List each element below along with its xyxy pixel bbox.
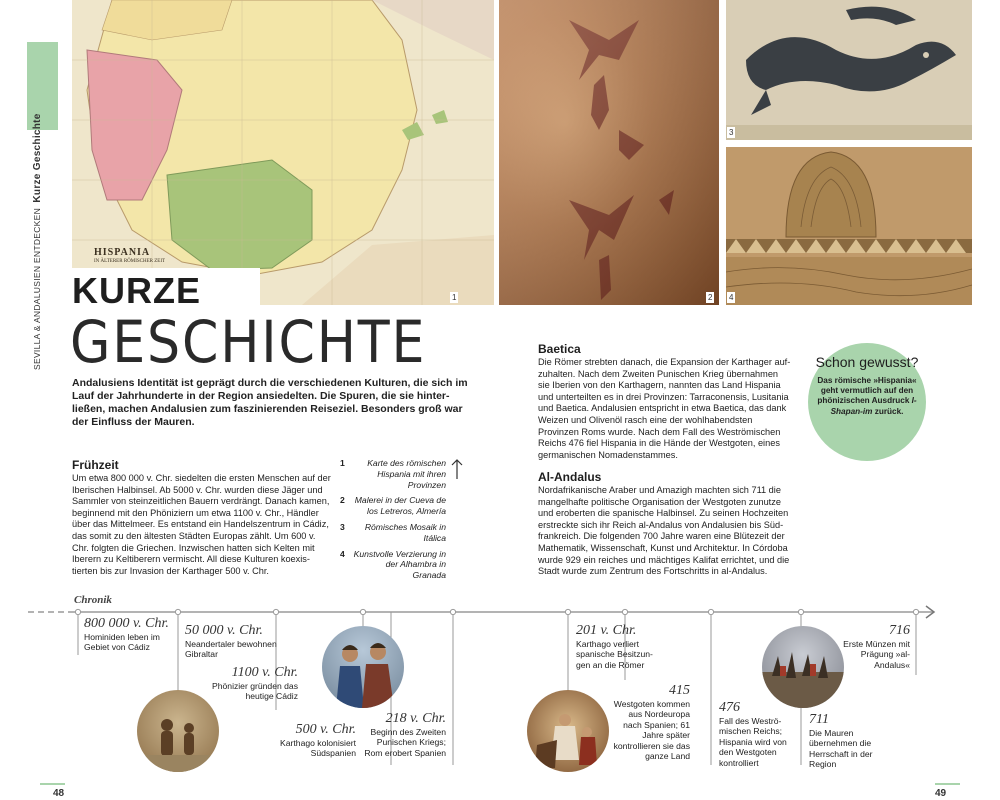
timeline-event <box>809 712 879 770</box>
event-year: 1100 v. Chr. <box>231 665 298 680</box>
timeline-label: Chronik <box>74 594 112 606</box>
caption-item: 1 Karte des römischen Hispania mit ihren Provinzen <box>340 458 446 490</box>
section-baetica <box>538 342 792 461</box>
caption-item: 2 Malerei in der Cueva de los Letreros, Almería <box>340 495 446 517</box>
event-year: 476 <box>719 700 740 715</box>
title-line-1: KURZE <box>72 270 201 311</box>
event-year: 711 <box>809 712 829 727</box>
section-text: Nordafrikanische Araber und Amazigh machten sich 711 die mangelhafte politische Organisation der Westgoten zunutze und eroberten die spanische Halbinsel. Zu seinen Hochzeiten erstreckte sich ihr Reich al-Andalus von Andalusien bis Südfrankreich. Die folgenden 700 Jahre waren eine Blütezeit der Mathematik, Wissenschaft, Kunst und Architektur. In Córdoba wurde 929 ein reiches und mächtiges Kalifat errichtet, und die Stadt wurde zum Zentrum des Fortschritts in al-Andalus. <box>538 485 790 577</box>
cave-painting-image <box>499 0 719 305</box>
page-marker <box>40 783 65 785</box>
event-text: Die Mauren übernehmen die Herrschaft in der Region <box>809 728 873 770</box>
visigoths-painting-image <box>527 690 609 772</box>
event-year: 218 v. Chr. <box>385 711 446 726</box>
image-captions <box>340 458 446 586</box>
section-al-andalus <box>538 470 792 578</box>
event-text: Fall des Weströmischen Reichs; Hispania wird von den Westgoten kontrolliert <box>719 716 787 768</box>
image-number: 4 <box>729 293 734 302</box>
alhambra-image <box>726 147 972 305</box>
section-fruehzeit <box>72 458 332 577</box>
map-subtitle: IN ÄLTERER RÖMISCHER ZEIT <box>94 259 166 264</box>
chapter-name: Kurze Geschichte <box>32 113 43 203</box>
timeline-event <box>576 623 656 670</box>
event-text: Karthago verliert spanische Besitzungen an die Römer <box>576 639 653 670</box>
timeline-event <box>362 711 446 758</box>
event-year: 50 000 v. Chr. <box>185 623 263 638</box>
event-year: 500 v. Chr. <box>295 722 356 737</box>
event-text: Hominiden leben im Gebiet von Cádiz <box>84 632 160 653</box>
neanderthal-painting-image <box>137 690 219 772</box>
timeline-event <box>185 623 295 660</box>
page-marker <box>935 783 960 785</box>
section-heading: Frühzeit <box>72 458 119 472</box>
image-number: 3 <box>729 128 734 137</box>
timeline-event <box>719 700 797 768</box>
event-year: 415 <box>669 683 690 698</box>
roman-mosaic-image <box>726 0 972 140</box>
moorish-battle-image <box>762 626 844 708</box>
did-you-know-box <box>808 343 926 461</box>
event-text: Neandertaler bewohnen Gibraltar <box>185 639 277 660</box>
event-text: Phönizier gründen das heutige Cádiz <box>212 681 298 702</box>
map-label: HISPANIA <box>94 247 151 258</box>
arrow-up-icon <box>451 458 463 480</box>
intro-paragraph: Andalusiens Identität ist geprägt durch die verschiedenen Kulturen, die sich im Lauf der Jahrhunderte in der Region ansiedelten. Die Spuren, die sie hinterließen, machen Andalusien zum faszinierenden Reiseziel. Besonders groß war der Einfluss der Mauren. <box>72 377 468 428</box>
event-text: Beginn des Zweiten Punischen Kriegs; Rom erobert Spanien <box>364 727 446 758</box>
event-text: Westgoten kommen aus Nordeuropa nach Spanien; 61 Jahre später kontrollieren sie das ganze Land <box>613 699 690 762</box>
section-name: SEVILLA & ANDALUSIEN ENTDECKEN <box>32 207 42 370</box>
timeline-event <box>840 623 910 670</box>
caption-item: 3 Römisches Mosaik in Itálica <box>340 521 446 543</box>
event-text: Erste Münzen mit Prägung »al-Andalus« <box>843 639 910 670</box>
section-text: Um etwa 800 000 v. Chr. siedelten die ersten Menschen auf der Iberischen Halbinsel. Ab 5000 v. Chr. wurden diese Jäger und Sammler von steinzeitlichen Bauern verdrängt. Danach kamen, beginnend mit den Phöniziern um etwa 1100 v. Chr., Händler über das Mittelmeer. Es entstand ein Handelszentrum in Cádiz, das somit zu den ältesten Städten Europas zählt. Um 600 v. Chr. folgten die Griechen. Inzwischen hatten sich Kelten mit Iberern zu Keltiberern vermischt. All diese Kulturen koexistierten bis zur Invasion der Karthager 500 v. Chr. <box>72 473 331 576</box>
timeline-event <box>270 722 356 759</box>
timeline-event <box>208 665 298 702</box>
section-heading: Baetica <box>538 342 581 356</box>
event-text: Karthago kolonisiert Südspanien <box>280 738 356 759</box>
did-you-know-heading: Schon gewusst? <box>815 354 919 370</box>
did-you-know-text: Das römische »Hispania« geht vermutlich auf den phönizischen Ausdruck I-Shapan-im zurück. <box>817 376 917 416</box>
page-number-left: 48 <box>53 788 65 799</box>
timeline-event <box>84 616 184 653</box>
page-number-right: 49 <box>935 788 947 799</box>
caption-item: 4 Kunstvolle Verzierung in der Alhambra in Granada <box>340 548 446 581</box>
event-year: 201 v. Chr. <box>576 623 637 638</box>
section-heading: Al-Andalus <box>538 470 602 484</box>
running-header <box>32 113 54 370</box>
timeline-event <box>612 683 690 761</box>
image-number: 1 <box>452 293 457 302</box>
event-year: 716 <box>889 623 910 638</box>
event-year: 800 000 v. Chr. <box>84 616 169 631</box>
image-number: 2 <box>708 293 713 302</box>
carthaginian-figures-image <box>322 626 404 708</box>
hispania-map-image <box>72 0 494 305</box>
section-text: Die Römer strebten danach, die Expansion der Karthager aufzuhalten. Nach dem Zweiten Punischen Krieg übernahmen sie Iberien von den Karthagern, nannten das Land Hispania und unterteilten es in drei Provinzen: Tarraconensis, Lusitania und Baetica. Andalusien entspricht in etwa Baetica, das dank Weizen und Olivenöl rasch eine der wohlhabendsten Provinzen Roms wurde. Nach dem Fall des Weströmischen Reichs 476 fiel Hispania in die Hände der Westgoten, eines germanischen Nomadenstammes. <box>538 357 791 460</box>
title-line-2: GESCHICHTE <box>70 308 427 376</box>
